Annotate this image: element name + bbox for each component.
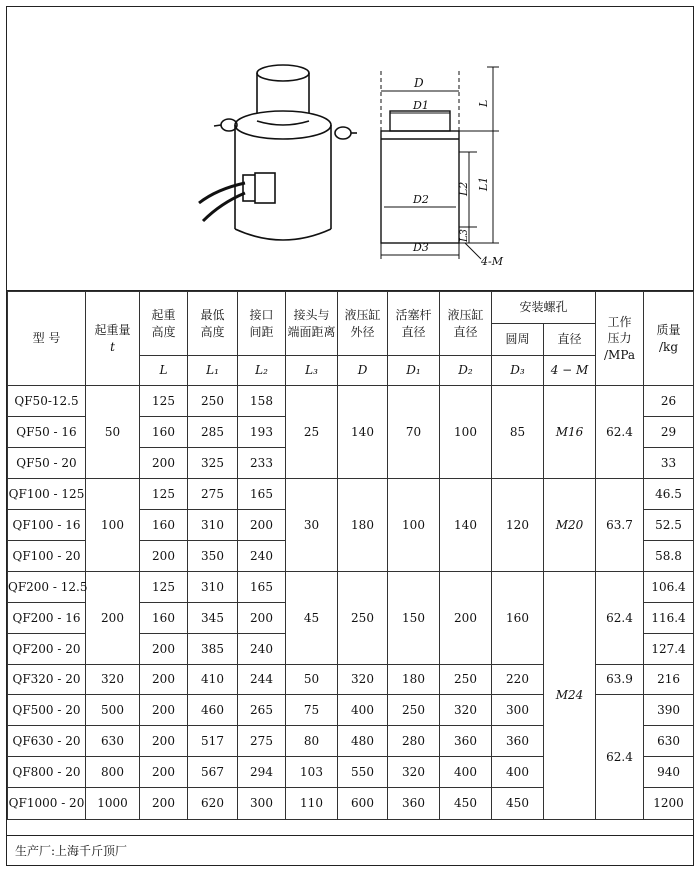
cell-L2: 265 (238, 695, 286, 726)
manufacturer-note: 生产厂:上海千斤顶厂 (7, 835, 693, 865)
cell-D1: 150 (388, 572, 440, 665)
symbol-L2: L₂ (238, 356, 286, 386)
cell-D2: 140 (440, 479, 492, 572)
cell-D3: 85 (492, 386, 544, 479)
dim-label-bolt: 4-M (481, 255, 503, 268)
cell-L3: 110 (286, 788, 338, 820)
cell-mass: 116.4 (644, 603, 694, 634)
cell-mass: 58.8 (644, 541, 694, 572)
cell-D3: 120 (492, 479, 544, 572)
cell-model: QF100 - 20 (8, 541, 86, 572)
cell-D2: 360 (440, 726, 492, 757)
cell-L: 125 (140, 572, 188, 603)
cell-mass: 216 (644, 665, 694, 695)
dim-label-L: L (477, 99, 490, 107)
dim-label-L2: L2 (457, 181, 470, 196)
cell-capacity: 1000 (86, 788, 140, 820)
symbol-D2: D₂ (440, 356, 492, 386)
cell-L1: 310 (188, 510, 238, 541)
cell-model: QF630 - 20 (8, 726, 86, 757)
cell-L3: 80 (286, 726, 338, 757)
cell-D3: 360 (492, 726, 544, 757)
cell-pressure: 63.9 (596, 665, 644, 695)
cell-mass: 127.4 (644, 634, 694, 665)
cell-D2: 200 (440, 572, 492, 665)
header-joint-end: 接头与 端面距离 (286, 292, 338, 356)
cell-L: 200 (140, 757, 188, 788)
cell-L2: 165 (238, 479, 286, 510)
header-min-height: 最低 高度 (188, 292, 238, 356)
cell-thread: M20 (544, 479, 596, 572)
cell-capacity: 100 (86, 479, 140, 572)
cell-pressure: 62.4 (596, 695, 644, 820)
cell-L3: 25 (286, 386, 338, 479)
cell-L1: 250 (188, 386, 238, 417)
cell-L3: 30 (286, 479, 338, 572)
cell-L1: 345 (188, 603, 238, 634)
cell-D3: 220 (492, 665, 544, 695)
cell-L: 200 (140, 634, 188, 665)
cell-mass: 33 (644, 448, 694, 479)
cell-model: QF50-12.5 (8, 386, 86, 417)
cell-D1: 320 (388, 757, 440, 788)
cell-L: 200 (140, 448, 188, 479)
table-row (8, 572, 694, 603)
cell-L2: 193 (238, 417, 286, 448)
cell-L1: 385 (188, 634, 238, 665)
cell-pressure: 62.4 (596, 572, 644, 665)
cell-D3: 160 (492, 572, 544, 665)
cell-L2: 165 (238, 572, 286, 603)
cell-mass: 1200 (644, 788, 694, 820)
cell-capacity: 500 (86, 695, 140, 726)
cell-model: QF1000 - 20 (8, 788, 86, 820)
cell-D1: 100 (388, 479, 440, 572)
header-port-spacing: 接口 间距 (238, 292, 286, 356)
header-rod-dia: 活塞杆 直径 (388, 292, 440, 356)
cell-L2: 300 (238, 788, 286, 820)
cell-D: 140 (338, 386, 388, 479)
cell-D3: 450 (492, 788, 544, 820)
cell-D: 600 (338, 788, 388, 820)
cell-capacity: 200 (86, 572, 140, 665)
cell-L: 160 (140, 603, 188, 634)
jack-drawing (7, 7, 693, 290)
header-cyl-id: 液压缸 直径 (440, 292, 492, 356)
cell-mass: 106.4 (644, 572, 694, 603)
cell-L2: 275 (238, 726, 286, 757)
cell-L1: 350 (188, 541, 238, 572)
cell-L1: 460 (188, 695, 238, 726)
cell-L1: 285 (188, 417, 238, 448)
header-capacity: 起重量 t (86, 292, 140, 386)
cell-D: 400 (338, 695, 388, 726)
table-row (8, 386, 694, 417)
cell-L2: 240 (238, 634, 286, 665)
cell-model: QF320 - 20 (8, 665, 86, 695)
cell-capacity: 320 (86, 665, 140, 695)
cell-D2: 100 (440, 386, 492, 479)
cell-L2: 158 (238, 386, 286, 417)
cell-L: 200 (140, 695, 188, 726)
cell-L1: 310 (188, 572, 238, 603)
cell-D1: 360 (388, 788, 440, 820)
cell-D1: 70 (388, 386, 440, 479)
cell-L1: 275 (188, 479, 238, 510)
cell-capacity: 50 (86, 386, 140, 479)
cell-L: 160 (140, 510, 188, 541)
dim-label-D2: D2 (413, 193, 429, 206)
cell-pressure: 63.7 (596, 479, 644, 572)
jack-perspective-view (199, 65, 357, 240)
header-cyl-od: 液压缸 外径 (338, 292, 388, 356)
cell-L2: 240 (238, 541, 286, 572)
jack-illustration (7, 7, 693, 291)
header-model: 型 号 (8, 292, 86, 386)
cell-D2: 450 (440, 788, 492, 820)
cell-L1: 620 (188, 788, 238, 820)
cell-L1: 567 (188, 757, 238, 788)
cell-D1: 250 (388, 695, 440, 726)
symbol-D1: D₁ (388, 356, 440, 386)
cell-D3: 400 (492, 757, 544, 788)
cell-D3: 300 (492, 695, 544, 726)
cell-D1: 280 (388, 726, 440, 757)
cell-D2: 320 (440, 695, 492, 726)
cell-L: 125 (140, 479, 188, 510)
cell-L2: 294 (238, 757, 286, 788)
cell-L: 200 (140, 788, 188, 820)
symbol-D3: D₃ (492, 356, 544, 386)
cell-mass: 26 (644, 386, 694, 417)
cell-model: QF500 - 20 (8, 695, 86, 726)
dim-label-D3: D3 (413, 241, 429, 254)
cell-L1: 410 (188, 665, 238, 695)
cell-mass: 390 (644, 695, 694, 726)
cell-model: QF200 - 20 (8, 634, 86, 665)
dim-label-L3: L3 (459, 228, 470, 242)
cell-L: 200 (140, 665, 188, 695)
cell-D: 320 (338, 665, 388, 695)
cell-mass: 52.5 (644, 510, 694, 541)
cell-D2: 250 (440, 665, 492, 695)
dim-label-D: D (414, 76, 424, 90)
cell-mass: 29 (644, 417, 694, 448)
cell-D: 180 (338, 479, 388, 572)
cell-D: 250 (338, 572, 388, 665)
jack-dimension-view (381, 67, 499, 259)
cell-L2: 233 (238, 448, 286, 479)
cell-pressure: 62.4 (596, 386, 644, 479)
cell-L3: 50 (286, 665, 338, 695)
header-pcd: 圆周 (492, 324, 544, 356)
cell-L3: 45 (286, 572, 338, 665)
header-mass: 质量 /kg (644, 292, 694, 386)
cell-mass: 940 (644, 757, 694, 788)
cell-D1: 180 (388, 665, 440, 695)
cell-D: 550 (338, 757, 388, 788)
cell-L1: 325 (188, 448, 238, 479)
header-lift-height: 起重 高度 (140, 292, 188, 356)
symbol-L1: L₁ (188, 356, 238, 386)
cell-model: QF100 - 125 (8, 479, 86, 510)
cell-model: QF800 - 20 (8, 757, 86, 788)
cell-model: QF50 - 20 (8, 448, 86, 479)
document-frame (6, 6, 694, 866)
cell-model: QF50 - 16 (8, 417, 86, 448)
cell-L3: 103 (286, 757, 338, 788)
cell-model: QF200 - 16 (8, 603, 86, 634)
cell-mass: 630 (644, 726, 694, 757)
cell-L2: 244 (238, 665, 286, 695)
cell-L2: 200 (238, 510, 286, 541)
cell-model: QF100 - 16 (8, 510, 86, 541)
cell-L2: 200 (238, 603, 286, 634)
cell-L: 125 (140, 386, 188, 417)
cell-L1: 517 (188, 726, 238, 757)
cell-L: 200 (140, 541, 188, 572)
cell-D2: 400 (440, 757, 492, 788)
symbol-L: L (140, 356, 188, 386)
symbol-L3: L₃ (286, 356, 338, 386)
cell-thread: M24 (544, 572, 596, 820)
cell-L: 160 (140, 417, 188, 448)
cell-L3: 75 (286, 695, 338, 726)
cell-L: 200 (140, 726, 188, 757)
cell-capacity: 630 (86, 726, 140, 757)
symbol-M: 4 − M (544, 356, 596, 386)
dim-label-L1: L1 (477, 176, 490, 191)
dim-label-D1: D1 (413, 99, 429, 112)
cell-thread: M16 (544, 386, 596, 479)
spec-table (7, 291, 694, 820)
cell-model: QF200 - 12.5 (8, 572, 86, 603)
table-row (8, 479, 694, 510)
header-thread: 直径 (544, 324, 596, 356)
symbol-D: D (338, 356, 388, 386)
header-pressure: 工作 压力 /MPa (596, 292, 644, 386)
header-mount-holes: 安装螺孔 (492, 292, 596, 324)
cell-D: 480 (338, 726, 388, 757)
cell-capacity: 800 (86, 757, 140, 788)
cell-mass: 46.5 (644, 479, 694, 510)
